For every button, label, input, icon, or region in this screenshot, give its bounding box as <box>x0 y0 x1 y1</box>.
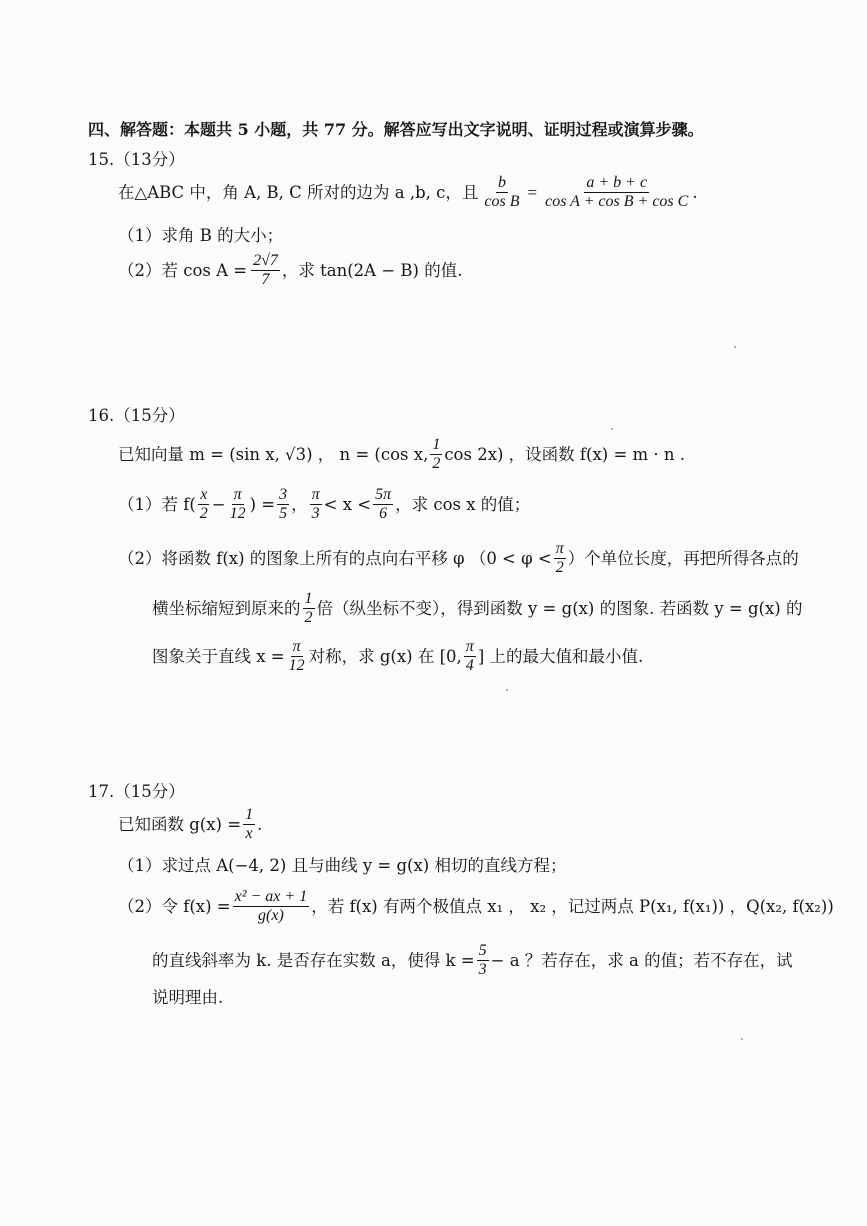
fraction-denominator: 3 <box>478 961 487 979</box>
scan-speck <box>741 1038 743 1040</box>
question-16-intro-fraction <box>430 436 442 474</box>
fraction-denominator: 12 <box>288 657 305 675</box>
question-16-part-1-frac-pi-over-12 <box>228 486 248 524</box>
question-15-eq-equals: = <box>527 183 538 203</box>
question-15-part-2-prefix: （2）若 cos A = <box>118 260 248 280</box>
question-17-part-2-line-1-prefix: （2）令 f(x) = <box>118 896 231 916</box>
fraction-numerator: x² − ax + 1 <box>233 888 310 907</box>
question-15-intro <box>118 174 698 212</box>
question-16-part-2-line-1 <box>118 540 799 578</box>
scan-speck <box>506 689 508 691</box>
question-16-part-2-frac-1-over-2 <box>303 590 315 628</box>
question-16-part-1-prefix: （1）若 f( <box>118 494 196 514</box>
question-15-eq-right-fraction <box>543 174 690 212</box>
question-16-part-2-line-2 <box>152 590 802 628</box>
question-16-part-2-line-1-prefix: （2）将函数 f(x) 的图象上所有的点向右平移 φ （0 < φ < <box>118 548 552 568</box>
question-16-part-2-line-3-mid: 对称，求 g(x) 在 [0, <box>308 646 462 666</box>
question-15-part-2-suffix: ，求 tan(2A − B) 的值. <box>281 260 463 280</box>
question-16-intro-num: 1 <box>430 436 442 455</box>
question-15-eq-right-num: a + b + c <box>584 174 649 193</box>
fraction-numerator: 1 <box>243 806 255 825</box>
fraction-numerator: π <box>464 638 476 657</box>
question-16-score: （15分） <box>114 406 185 425</box>
question-17-number: 17. <box>88 782 115 801</box>
question-15-eq-left-fraction <box>482 174 521 212</box>
question-16-part-2-frac-pi-over-4 <box>464 638 476 676</box>
question-16-part-1-frac-pi-over-3 <box>310 486 322 524</box>
question-15-eq-left-num: b <box>496 174 508 193</box>
question-17-part-2-line-1 <box>118 888 834 926</box>
fraction-denominator: 12 <box>229 505 246 523</box>
question-17-part-2-line-2-suffix: − a ？若存在，求 a 的值；若不存在，试 <box>490 950 793 970</box>
fraction-numerator: π <box>232 486 244 505</box>
question-15-part-2 <box>118 252 462 290</box>
fraction-numerator: 3 <box>277 486 289 505</box>
fraction-numerator: π <box>291 638 303 657</box>
question-16-part-1-minus: − <box>211 494 226 514</box>
question-16-part-1-frac-x-over-2 <box>198 486 210 524</box>
question-16-intro <box>118 436 685 474</box>
question-17-part-2-line-3: 说明理由. <box>152 988 224 1007</box>
question-15-number: 15. <box>88 150 115 169</box>
fraction-denominator: 2 <box>555 559 564 577</box>
fraction-denominator: x <box>245 825 253 843</box>
fraction-denominator: 3 <box>311 505 320 523</box>
question-16-part-1-frac-5pi-over-6 <box>373 486 393 524</box>
question-15-score: （13分） <box>114 150 185 169</box>
question-16-part-1-comma: ， <box>291 494 308 514</box>
fraction-numerator: 5 <box>477 942 489 961</box>
question-17-part-2-fraction <box>233 888 310 926</box>
question-16-part-1-lt: < x < <box>323 494 372 514</box>
scan-speck <box>611 428 613 430</box>
question-16-part-2-line-3-prefix: 图象关于直线 x = <box>152 646 285 666</box>
fraction-denominator: 5 <box>279 505 288 523</box>
question-15-header <box>88 152 185 169</box>
question-17-intro <box>118 806 262 844</box>
question-16-intro-text: 已知向量 m = (sin x, √3) ， n = (cos x, <box>118 444 429 464</box>
fraction-denominator: 2 <box>304 609 313 627</box>
scan-speck <box>734 346 736 348</box>
fraction-numerator: π <box>310 486 322 505</box>
question-15-eq-end: . <box>692 182 698 202</box>
section-heading: 四、解答题：本题共 5 小题，共 77 分。解答应写出文字说明、证明过程或演算步骤。 <box>88 120 704 139</box>
question-16-part-1-eq: ) = <box>249 494 276 514</box>
fraction-numerator: x <box>198 486 209 505</box>
question-15-part-2-den: 7 <box>261 271 270 289</box>
question-17-intro-end: . <box>257 814 263 834</box>
question-16-header <box>88 408 185 425</box>
question-15-eq-right-den: cos A + cos B + cos C <box>545 193 689 211</box>
question-16-part-2-line-3-suffix: ] 上的最大值和最小值. <box>477 646 644 666</box>
question-16-part-2-line-3 <box>152 638 643 676</box>
question-15-eq-left-den: cos B <box>484 193 520 211</box>
question-17-intro-fraction <box>243 806 255 844</box>
question-16-intro-den: 2 <box>432 455 441 473</box>
question-16-part-1 <box>118 486 530 524</box>
question-15-part-2-num: 2√7 <box>251 252 280 271</box>
question-15-part-2-fraction <box>251 252 280 290</box>
question-17-part-1: （1）求过点 A(−4, 2) 且与曲线 y = g(x) 相切的直线方程； <box>118 856 567 875</box>
question-15-part-1: （1）求角 B 的大小； <box>118 226 284 245</box>
question-16-part-2-frac-pi-over-2 <box>554 540 566 578</box>
fraction-numerator: 1 <box>303 590 315 609</box>
question-17-score: （15分） <box>114 782 185 801</box>
question-15-intro-text: 在△ABC 中，角 A, B, C 所对的边为 a ,b, c，且 <box>118 182 479 202</box>
question-16-intro-end: cos 2x) ，设函数 f(x) = m · n . <box>444 444 686 464</box>
question-17-part-2-line-2-prefix: 的直线斜率为 k. 是否存在实数 a，使得 k = <box>152 950 475 970</box>
fraction-numerator: π <box>554 540 566 559</box>
question-17-part-2-line-2 <box>152 942 793 980</box>
fraction-denominator: 4 <box>465 657 474 675</box>
question-16-number: 16. <box>88 406 115 425</box>
fraction-denominator: g(x) <box>258 907 284 925</box>
question-17-header <box>88 784 185 801</box>
question-16-part-1-frac-3-over-5 <box>277 486 289 524</box>
fraction-numerator: 5π <box>373 486 393 505</box>
fraction-denominator: 6 <box>379 505 388 523</box>
question-16-part-2-line-2-suffix: 倍（纵坐标不变），得到函数 y = g(x) 的图象. 若函数 y = g(x) 的 <box>316 598 803 618</box>
question-17-intro-prefix: 已知函数 g(x) = <box>118 814 242 834</box>
question-17-part-2-frac-5-over-3 <box>477 942 489 980</box>
question-16-part-2-line-1-suffix: ）个单位长度，再把所得各点的 <box>567 548 799 568</box>
question-17-part-2-line-1-suffix: ，若 f(x) 有两个极值点 x₁ ， x₂ ，记过两点 P(x₁, f(x₁)) ，Q(x₂, f(x₂)) <box>311 896 834 916</box>
fraction-denominator: 2 <box>199 505 208 523</box>
question-16-part-2-frac-pi-over-12 <box>287 638 307 676</box>
question-16-part-1-suffix: ，求 cos x 的值； <box>395 494 531 514</box>
question-16-part-2-line-2-prefix: 横坐标缩短到原来的 <box>152 598 301 618</box>
